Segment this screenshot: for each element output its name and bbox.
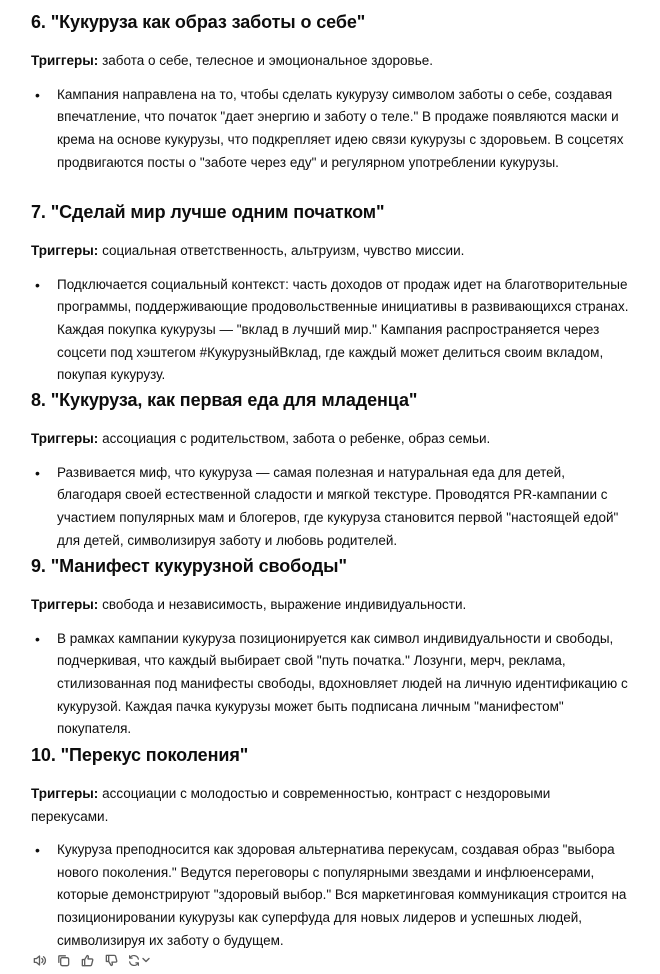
section-9 <box>31 554 631 741</box>
triggers-text: забота о себе, телесное и эмоциональное здоровье. <box>98 53 434 68</box>
section-10 <box>31 743 631 953</box>
thumbs-down-icon <box>104 953 119 968</box>
section-title: 8. "Кукуруза, как первая еда для младенца" <box>31 390 418 410</box>
triggers-text: ассоциации с молодостью и современностью, контраст с нездоровыми перекусами. <box>31 786 551 824</box>
triggers-label: Триггеры: <box>31 786 99 801</box>
triggers-text: ассоциация с родительством, забота о ребенке, образ семьи. <box>98 431 491 446</box>
bullet-dot: • <box>35 86 40 103</box>
list-item <box>31 628 631 742</box>
copy-button[interactable] <box>55 952 71 968</box>
triggers-line <box>31 428 631 451</box>
triggers-label: Триггеры: <box>31 53 99 68</box>
list-item-text: Кукуруза преподносится как здоровая альтернатива перекусам, создавая образ "выбора нового поколения." Ведутся переговоры с популярными звездами и инфлюенсерами, которые демонстрируют "здоровый выбор." Вся маркетинговая коммуникация строится на позиционировании кукурузы как суперфуда для новых лидеров и успешных людей, символизируя их заботу о будущем. <box>57 842 627 948</box>
bullet-dot: • <box>35 464 40 481</box>
triggers-line <box>31 240 631 263</box>
triggers-line <box>31 783 631 828</box>
bullet-dot: • <box>35 630 40 647</box>
list-item <box>31 84 631 175</box>
good-response-button[interactable] <box>79 952 95 968</box>
read-aloud-button[interactable] <box>31 952 47 968</box>
list-item <box>31 274 631 388</box>
triggers-line <box>31 50 631 73</box>
bullet-dot: • <box>35 276 40 293</box>
section-title: 6. "Кукуруза как образ заботы о себе" <box>31 12 366 32</box>
triggers-text: социальная ответственность, альтруизм, чувство миссии. <box>98 243 465 258</box>
thumbs-up-icon <box>80 953 95 968</box>
section-6 <box>31 10 631 174</box>
section-title: 9. "Манифест кукурузной свободы" <box>31 556 347 576</box>
triggers-text: свобода и независимость, выражение индивидуальности. <box>98 597 467 612</box>
regenerate-button[interactable] <box>127 952 151 968</box>
triggers-label: Триггеры: <box>31 597 99 612</box>
section-8 <box>31 388 631 552</box>
speaker-icon <box>32 953 47 968</box>
copy-icon <box>56 953 71 968</box>
section-7 <box>31 200 631 387</box>
chevron-down-icon <box>141 955 151 965</box>
message-actions-toolbar <box>31 950 151 970</box>
regenerate-icon <box>127 953 141 968</box>
list-item-text: Развивается миф, что кукуруза — самая полезная и натуральная еда для детей, благодаря своей естественной сладости и мягкой текстуре. Проводятся PR-кампании с участием популярных мам и блогеров, где кукуруза становится первой "настоящей едой" для детей, символизируя заботу и любовь родителей. <box>57 464 619 548</box>
list-item-text: В рамках кампании кукуруза позиционируется как символ индивидуальности и свободы, подчеркивая, что каждый выбирает свой "путь початка." Лозунги, мерч, реклама, стилизованная под манифесты свободы, вдохновляет людей на личную идентификацию с кукурузой. Каждая пачка кукурузы может быть подписана личным "манифестом" покупателя. <box>57 630 628 737</box>
triggers-line <box>31 594 631 617</box>
list-item-text: Подключается социальный контекст: часть доходов от продаж идет на благотворительные программы, поддерживающие продовольственные инициативы в развивающихся странах. Каждая покупка кукурузы — "вклад в лучший мир." Кампания распространяется через соцсети под хэштегом #КукурузныйВклад, где каждый может делиться своим вкладом, покупая кукурузу. <box>57 276 629 383</box>
section-title: 10. "Перекус поколения" <box>31 745 249 765</box>
triggers-label: Триггеры: <box>31 431 99 446</box>
bullet-dot: • <box>35 842 40 858</box>
bad-response-button[interactable] <box>103 952 119 968</box>
triggers-label: Триггеры: <box>31 243 99 258</box>
regenerate-model-dropdown[interactable] <box>141 955 151 965</box>
list-item-text: Кампания направлена на то, чтобы сделать кукурузу символом заботы о себе, создавая впечатление, что початок "дает энергию и заботу о теле." В продаже появляются маски и крема на основе кукурузы, что подкрепляет идею связи кукурузы с здоровьем. В соцсетях продвигаются посты о "заботе через еду" и регулярном употреблении кукурузы. <box>57 86 624 170</box>
section-title: 7. "Сделай мир лучше одним початком" <box>31 202 385 222</box>
list-item <box>31 839 631 953</box>
list-item <box>31 462 631 553</box>
